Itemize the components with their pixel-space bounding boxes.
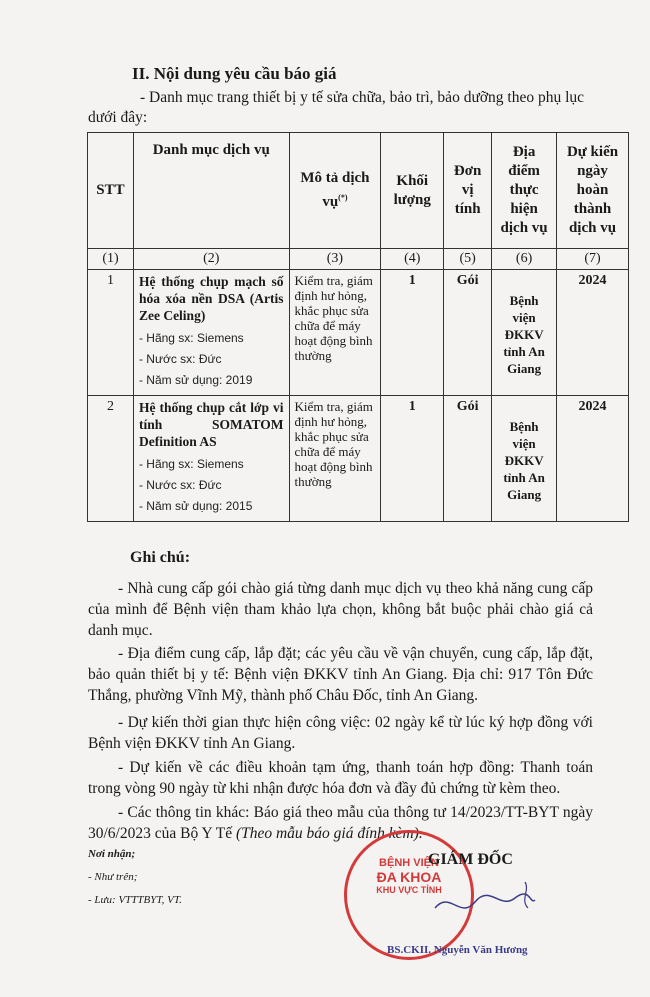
row-desc: Kiểm tra, giám định hư hỏng, khắc phục sửa chữa để máy hoạt động bình thường xyxy=(289,396,381,522)
row-service xyxy=(133,270,289,396)
note-paragraph: - Dự kiến thời gian thực hiện công việc: 02 ngày kể từ lúc ký hợp đồng với Bệnh viện ĐKKV tỉnh An Giang. xyxy=(88,714,593,752)
col-number: (6) xyxy=(492,249,557,270)
header-qty: Khối lượng xyxy=(381,133,444,249)
row-unit: Gói xyxy=(444,270,492,396)
row-qty: 1 xyxy=(381,270,444,396)
row-unit: Gói xyxy=(444,396,492,522)
header-service-label: Danh mục dịch vụ xyxy=(152,142,270,158)
note-last-italic: (Theo mẫu báo giá đính kèm). xyxy=(235,825,423,842)
note-paragraph xyxy=(88,802,593,844)
section-title: II. Nội dung yêu cầu báo giá xyxy=(132,64,337,83)
col-number: (3) xyxy=(289,249,381,270)
col-number: (1) xyxy=(88,249,134,270)
header-desc-label: Mô tả dịch vụ xyxy=(300,170,370,210)
note-paragraph: - Nhà cung cấp gói chào giá từng danh mục dịch vụ theo khả năng cung cấp của mình để Bệnh viện tham khảo lựa chọn, không bắt buộc phải chào giá cả danh mục. xyxy=(88,580,593,639)
row-qty: 1 xyxy=(381,396,444,522)
col-number: (5) xyxy=(444,249,492,270)
stamp-line: BỆNH VIỆN xyxy=(379,857,439,869)
signer-name: BS.CKII. Nguyễn Văn Hương xyxy=(387,944,528,956)
recipient-line: - Như trên; xyxy=(88,871,138,883)
row-date: 2024 xyxy=(557,396,629,522)
header-desc-sup: (*) xyxy=(338,193,348,202)
service-name: Hệ thống chụp mạch số hóa xóa nền DSA (Artis Zee Celing) xyxy=(138,274,284,323)
handwritten-signature xyxy=(430,880,540,930)
stamp-line: ĐA KHOA xyxy=(376,869,442,885)
header-service xyxy=(133,133,289,249)
header-unit: Đơn vị tính xyxy=(444,133,492,249)
service-table xyxy=(87,132,629,522)
service-name: Hệ thống chụp cắt lớp vi tính SOMATOM Definition AS xyxy=(138,400,284,449)
col-number: (2) xyxy=(133,249,289,270)
row-service xyxy=(133,396,289,522)
row-place: Bệnh viện ĐKKV tỉnh An Giang xyxy=(492,396,557,522)
notes-title: Ghi chú: xyxy=(130,549,191,566)
stamp-line: KHU VỰC TỈNH xyxy=(376,885,442,895)
table-row xyxy=(88,396,629,522)
table-header-row xyxy=(88,133,629,249)
row-place: Bệnh viện ĐKKV tỉnh An Giang xyxy=(492,270,557,396)
header-place: Địa điểm thực hiện dịch vụ xyxy=(492,133,557,249)
column-number-row xyxy=(88,249,629,270)
service-country: - Nước sx: Đức xyxy=(138,478,222,492)
intro-paragraph: - Danh mục trang thiết bị y tế sửa chữa, bảo trì, bảo dưỡng theo phụ lục dưới đây: xyxy=(88,89,585,126)
director-title: GIÁM ĐỐC xyxy=(428,851,513,868)
note-paragraph: - Dự kiến về các điều khoản tạm ứng, thanh toán hợp đồng: Thanh toán trong vòng 90 ngày từ khi nhận được hóa đơn và đầy đủ chứng từ kèm theo. xyxy=(88,759,593,797)
service-maker: - Hãng sx: Siemens xyxy=(138,457,244,471)
note-paragraph: - Địa điểm cung cấp, lắp đặt; các yêu cầu về vận chuyển, cung cấp, lắp đặt, bảo quản thiết bị y tế: Bệnh viện ĐKKV tỉnh An Giang. Địa chỉ: 917 Tôn Đức Thắng, phường Vĩnh Mỹ, thành phố Châu Đốc, tỉnh An Giang. xyxy=(88,645,593,704)
col-number: (4) xyxy=(381,249,444,270)
recipients-title: Nơi nhận; xyxy=(88,848,136,860)
header-desc xyxy=(289,133,381,249)
row-desc: Kiểm tra, giám định hư hỏng, khắc phục sửa chữa để máy hoạt động bình thường xyxy=(289,270,381,396)
row-stt: 2 xyxy=(88,396,134,522)
recipient-line: - Lưu: VTTTBYT, VT. xyxy=(88,894,182,906)
service-year: - Năm sử dụng: 2015 xyxy=(138,499,253,513)
service-year: - Năm sử dụng: 2019 xyxy=(138,373,253,387)
row-stt: 1 xyxy=(88,270,134,396)
table-row xyxy=(88,270,629,396)
service-country: - Nước sx: Đức xyxy=(138,352,222,366)
row-date: 2024 xyxy=(557,270,629,396)
note-last-text: - Các thông tin khác: Báo giá theo mẫu của thông tư 14/2023/TT-BYT ngày 30/6/2023 của Bộ Y Tế xyxy=(88,804,593,842)
header-date: Dự kiến ngày hoàn thành dịch vụ xyxy=(557,133,629,249)
header-stt: STT xyxy=(88,133,134,249)
service-maker: - Hãng sx: Siemens xyxy=(138,331,244,345)
col-number: (7) xyxy=(557,249,629,270)
